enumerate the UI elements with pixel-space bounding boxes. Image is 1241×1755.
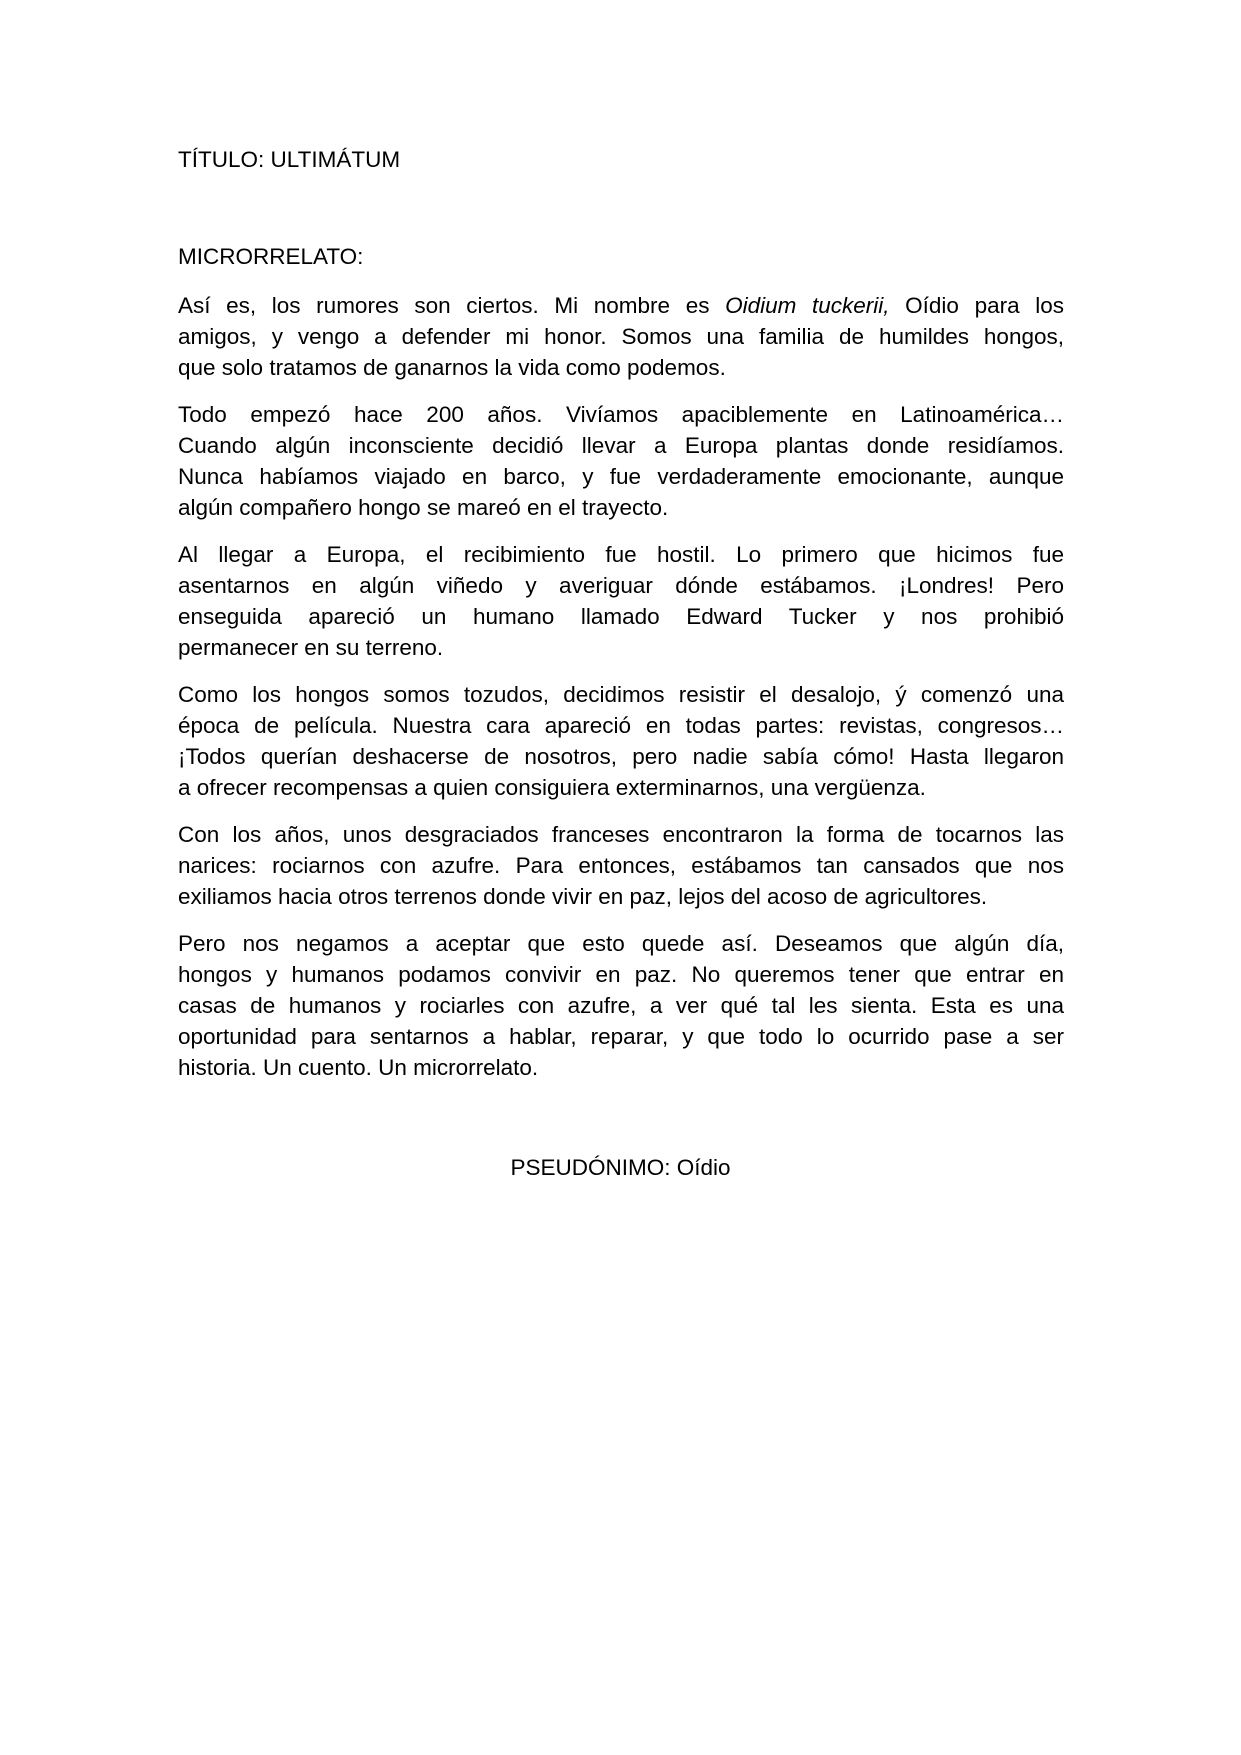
pseudonym: PSEUDÓNIMO: Oídio: [510, 1155, 731, 1180]
text-line: Con los años, unos desgraciados franceses encontraron la forma de tocarnos las: [178, 822, 1064, 847]
text-line: asentarnos en algún viñedo y averiguar dónde estábamos. ¡Londres! Pero: [178, 573, 1064, 598]
paragraph: [178, 928, 1064, 1083]
document-title: TÍTULO: ULTIMÁTUM: [178, 147, 401, 172]
text-run: Así es, los rumores son ciertos. Mi nombre es: [178, 293, 726, 318]
text-line: oportunidad para sentarnos a hablar, reparar, y que todo lo ocurrido pase a ser: [178, 1024, 1064, 1049]
story-body: [178, 290, 1064, 1099]
text-line: [178, 290, 1064, 321]
text-line: época de película. Nuestra cara apareció en todas partes: revistas, congresos…: [178, 713, 1064, 738]
paragraph: [178, 399, 1064, 523]
text-line: que solo tratamos de ganarnos la vida como podemos.: [178, 355, 726, 380]
text-line: exiliamos hacia otros terrenos donde vivir en paz, lejos del acoso de agricultores.: [178, 884, 988, 909]
paragraph: [178, 819, 1064, 912]
text-line: permanecer en su terreno.: [178, 635, 444, 660]
text-line: Pero nos negamos a aceptar que esto quede así. Deseamos que algún día,: [178, 931, 1064, 956]
text-line: enseguida apareció un humano llamado Edward Tucker y nos prohibió: [178, 604, 1064, 629]
text-run: Oídio para los: [889, 293, 1064, 318]
text-line: Todo empezó hace 200 años. Vivíamos apaciblemente en Latinoamérica…: [178, 402, 1064, 427]
text-line: Como los hongos somos tozudos, decidimos resistir el desalojo, ý comenzó una: [178, 682, 1064, 707]
text-line: Al llegar a Europa, el recibimiento fue hostil. Lo primero que hicimos fue: [178, 542, 1064, 567]
text-line: hongos y humanos podamos convivir en paz. No queremos tener que entrar en: [178, 962, 1064, 987]
text-line: algún compañero hongo se mareó en el trayecto.: [178, 495, 669, 520]
text-line: ¡Todos querían deshacerse de nosotros, pero nadie sabía cómo! Hasta llegaron: [178, 744, 1064, 769]
paragraph: [178, 539, 1064, 663]
paragraph: [178, 679, 1064, 803]
section-label: MICRORRELATO:: [178, 244, 364, 269]
text-line: historia. Un cuento. Un microrrelato.: [178, 1055, 539, 1080]
paragraph: [178, 290, 1064, 383]
text-line: casas de humanos y rociarles con azufre, a ver qué tal les sienta. Esta es una: [178, 993, 1064, 1018]
text-line: amigos, y vengo a defender mi honor. Somos una familia de humildes hongos,: [178, 324, 1064, 349]
text-line: narices: rociarnos con azufre. Para entonces, estábamos tan cansados que nos: [178, 853, 1064, 878]
text-line: a ofrecer recompensas a quien consiguiera exterminarnos, una vergüenza.: [178, 775, 926, 800]
text-line: Cuando algún inconsciente decidió llevar a Europa plantas donde residíamos.: [178, 433, 1064, 458]
text-line: Nunca habíamos viajado en barco, y fue verdaderamente emocionante, aunque: [178, 464, 1064, 489]
species-name: Oidium tuckerii,: [725, 293, 890, 318]
